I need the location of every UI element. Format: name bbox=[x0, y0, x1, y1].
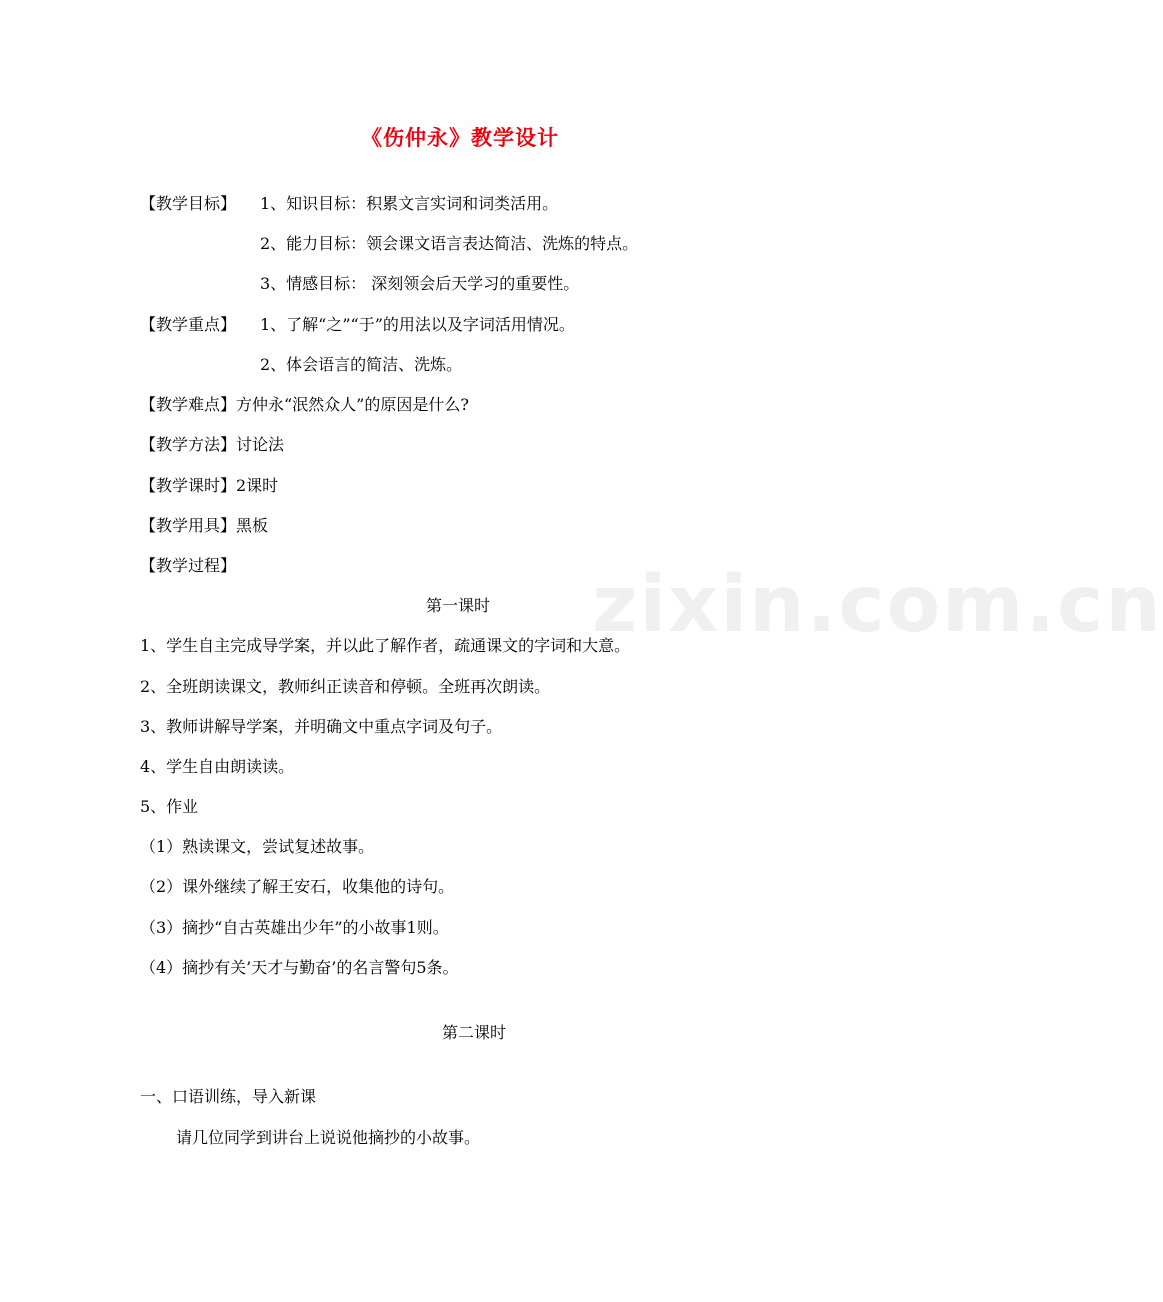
homework-item: （3）摘抄“自古英雄出少年”的小故事1则。 bbox=[140, 918, 449, 937]
hours-line: 【教学课时】2课时 bbox=[140, 476, 279, 495]
objective-item: 1、知识目标：积累文言实词和词类活用。 bbox=[260, 194, 559, 213]
section-heading: 一、口语训练，导入新课 bbox=[140, 1087, 317, 1106]
list-item: 4、学生自由朗读读。 bbox=[140, 757, 295, 776]
objective-item: 3、情感目标： 深刻领会后天学习的重要性。 bbox=[260, 274, 580, 293]
objective-item: 2、能力目标：领会课文语言表达简洁、洗炼的特点。 bbox=[260, 234, 639, 253]
list-item: 5、作业 bbox=[140, 797, 199, 816]
list-item: 2、全班朗读课文，教师纠正读音和停顿。全班再次朗读。 bbox=[140, 677, 551, 696]
lesson2-heading: 第二课时 bbox=[442, 1023, 507, 1042]
homework-item: （1）熟读课文，尝试复述故事。 bbox=[140, 837, 375, 856]
objectives-label: 【教学目标】 bbox=[140, 194, 237, 213]
difficulty-line: 【教学难点】方仲永“泯然众人”的原因是什么? bbox=[140, 395, 469, 414]
section-text: 请几位同学到讲台上说说他摘抄的小故事。 bbox=[176, 1128, 481, 1147]
method-line: 【教学方法】讨论法 bbox=[140, 435, 285, 454]
key-point-item: 2、体会语言的简洁、洗炼。 bbox=[260, 355, 463, 374]
lesson1-heading: 第一课时 bbox=[426, 596, 491, 615]
key-points-label: 【教学重点】 bbox=[140, 315, 237, 334]
document-title: 《伤仲永》教学设计 bbox=[361, 126, 559, 150]
tools-line: 【教学用具】黑板 bbox=[140, 516, 269, 535]
homework-item: （4）摘抄有关’天才与勤奋’的名言警句5条。 bbox=[140, 958, 459, 977]
process-label: 【教学过程】 bbox=[140, 556, 237, 575]
key-point-item: 1、了解“之”“于”的用法以及字词活用情况。 bbox=[260, 315, 575, 334]
watermark: zixin.com.cn bbox=[592, 560, 1163, 650]
homework-item: （2）课外继续了解王安石，收集他的诗句。 bbox=[140, 877, 455, 896]
list-item: 1、学生自主完成导学案，并以此了解作者，疏通课文的字词和大意。 bbox=[140, 636, 631, 655]
list-item: 3、教师讲解导学案，并明确文中重点字词及句子。 bbox=[140, 717, 503, 736]
